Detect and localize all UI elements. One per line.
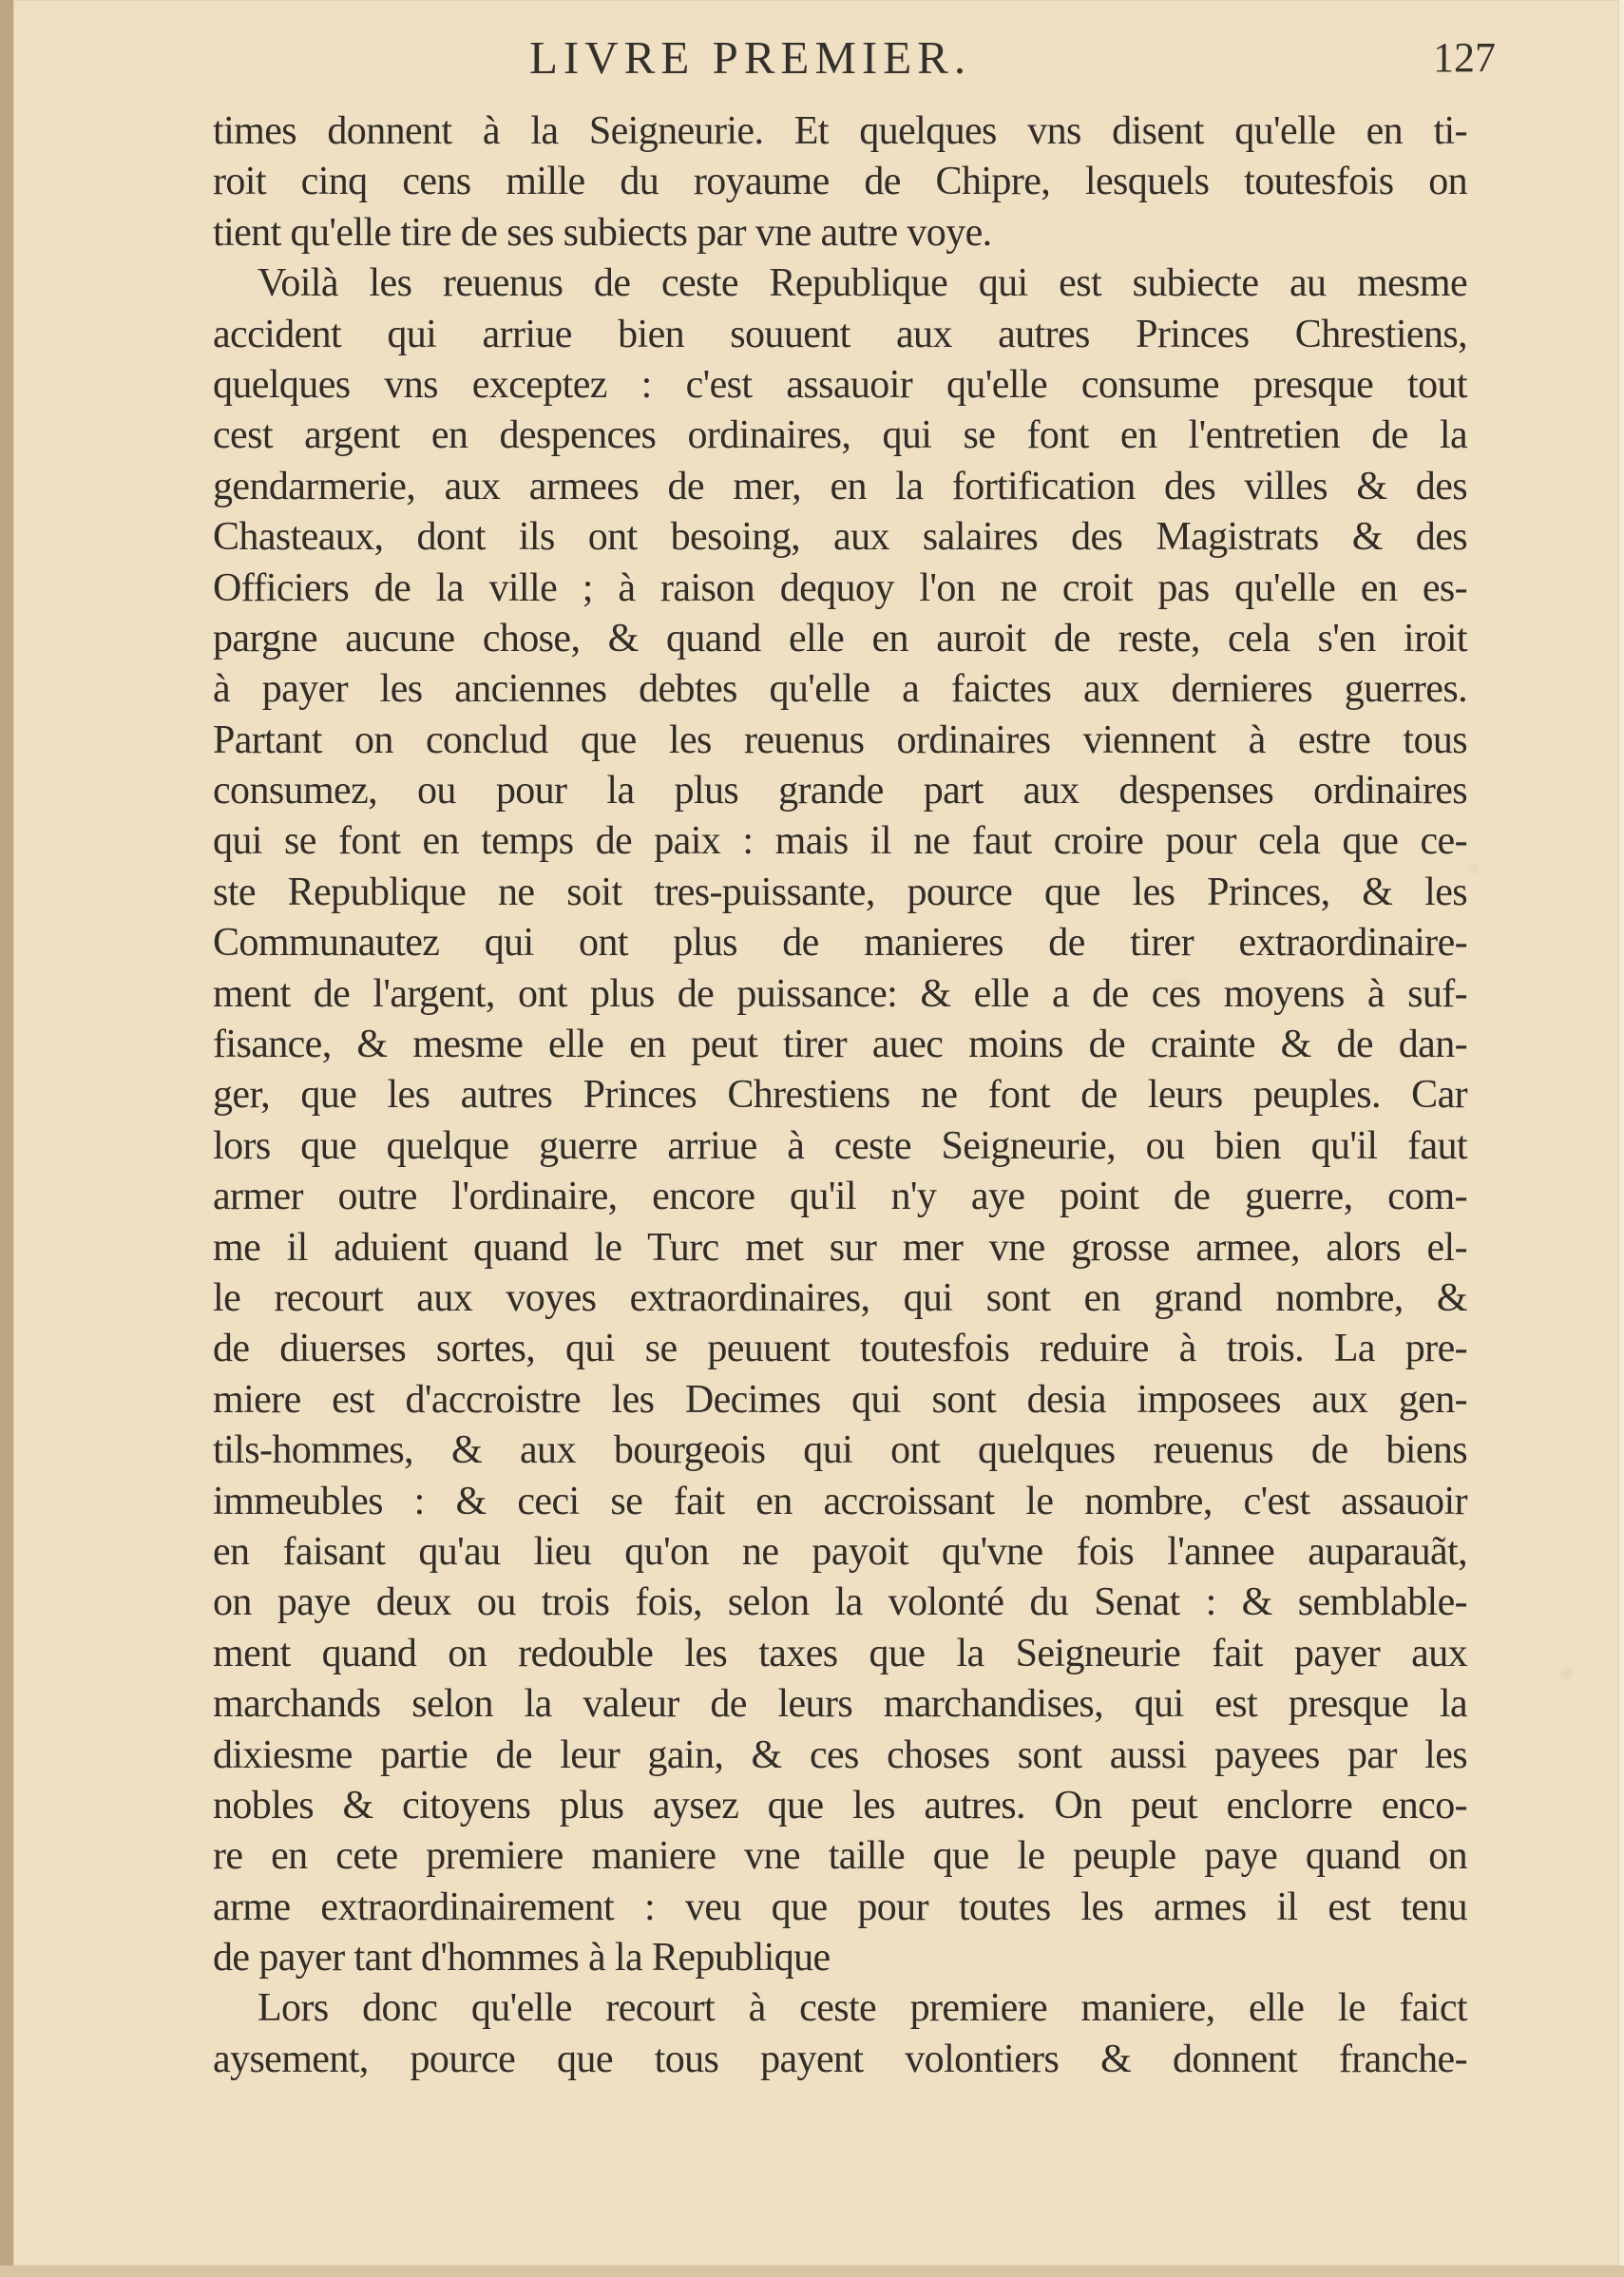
text-line: arme extraordinairement : veu que pour toutes les armes il est tenu: [213, 1885, 1467, 1929]
text-line: on paye deux ou trois fois, selon la volonté du Senat : & semblable-: [213, 1580, 1467, 1625]
text-line: ger, que les autres Princes Chrestiens ne font de leurs peuples. Car: [213, 1073, 1467, 1118]
text-line: en faisant qu'au lieu qu'on ne payoit qu'vne fois l'annee auparauãt,: [213, 1529, 1467, 1574]
text-line: dixiesme partie de leur gain, & ces choses sont aussi payees par les: [213, 1732, 1467, 1777]
text-line: qui se font en temps de paix : mais il ne faut croire pour cela que ce-: [213, 819, 1467, 864]
text-line: gendarmerie, aux armees de mer, en la fortification des villes & des: [213, 464, 1467, 508]
text-line: nobles & citoyens plus aysez que les autres. On peut enclorre enco-: [213, 1783, 1467, 1827]
paragraph-start-line: Voilà les reuenus de ceste Republique qui est subiecte au mesme: [258, 261, 1467, 306]
text-line: immeubles : & ceci se fait en accroissant le nombre, c'est assauoir: [213, 1479, 1467, 1523]
text-line: consumez, ou pour la plus grande part aux despenses ordinaires: [213, 769, 1467, 813]
text-line: Communautez qui ont plus de manieres de tirer extraordinaire-: [213, 921, 1467, 966]
text-line: roit cinq cens mille du royaume de Chipre, lesquels toutesfois on: [213, 160, 1467, 204]
paragraph-start-line: Lors donc qu'elle recourt à ceste premiere maniere, elle le faict: [258, 1986, 1467, 2031]
text-line: de diuerses sortes, qui se peuuent toutesfois reduire à trois. La pre-: [213, 1327, 1467, 1371]
text-line: à payer les anciennes debtes qu'elle a faictes aux dernieres guerres.: [213, 667, 1467, 712]
text-line: lors que quelque guerre arriue à ceste Seigneurie, ou bien qu'il faut: [213, 1123, 1467, 1168]
book-page: [13, 0, 1619, 2266]
text-line: le recourt aux voyes extraordinaires, qui sont en grand nombre, &: [213, 1275, 1467, 1320]
running-title: LIVRE PREMIER.: [529, 31, 972, 84]
text-line: cest argent en despences ordinaires, qui se font en l'entretien de la: [213, 413, 1467, 458]
running-head: [13, 30, 1619, 97]
text-line: ste Republique ne soit tres-puissante, pource que les Princes, & les: [213, 870, 1467, 914]
text-line: miere est d'accroistre les Decimes qui sont desia imposees aux gen-: [213, 1377, 1467, 1422]
paper-stain: [1470, 864, 1480, 873]
text-line: times donnent à la Seigneurie. Et quelques vns disent qu'elle en ti-: [213, 109, 1467, 153]
text-line: Officiers de la ville ; à raison dequoy l'on ne croit pas qu'elle en es-: [213, 565, 1467, 610]
page-text: [213, 106, 1467, 2085]
text-line: ment quand on redouble les taxes que la Seigneurie fait payer aux: [213, 1631, 1467, 1675]
text-line: re en cete premiere maniere vne taille que le peuple paye quand on: [213, 1834, 1467, 1879]
text-line: marchands selon la valeur de leurs marchandises, qui est presque la: [213, 1682, 1467, 1727]
text-line: Chasteaux, dont ils ont besoing, aux salaires des Magistrats & des: [213, 515, 1467, 560]
text-line: me il aduient quand le Turc met sur mer vne grosse armee, alors el-: [213, 1225, 1467, 1270]
text-line: Partant on conclud que les reuenus ordinaires viennent à estre tous: [213, 718, 1467, 762]
text-line: pargne aucune chose, & quand elle en auroit de reste, cela s'en iroit: [213, 616, 1467, 660]
text-line: armer outre l'ordinaire, encore qu'il n'y aye point de guerre, com-: [213, 1175, 1467, 1219]
text-line: accident qui arriue bien souuent aux autres Princes Chrestiens,: [213, 312, 1467, 356]
text-line: ment de l'argent, ont plus de puissance: & elle a de ces moyens à suf-: [213, 971, 1467, 1016]
text-line: de payer tant d'hommes à la Republique: [213, 1936, 831, 1980]
text-line: aysement, pource que tous payent volontiers & donnent franche-: [213, 2037, 1467, 2081]
paper-stain: [1560, 1668, 1572, 1679]
page-bottom-edge: [0, 2266, 1624, 2277]
text-line: quelques vns exceptez : c'est assauoir qu'elle consume presque tout: [213, 362, 1467, 407]
text-line: tient qu'elle tire de ses subiects par vne autre voye.: [213, 210, 992, 255]
text-line: fisance, & mesme elle en peut tirer auec moins de crainte & de dan-: [213, 1023, 1467, 1067]
page-number: 127: [1433, 34, 1496, 81]
text-line: tils-hommes, & aux bourgeois qui ont quelques reuenus de biens: [213, 1428, 1467, 1473]
